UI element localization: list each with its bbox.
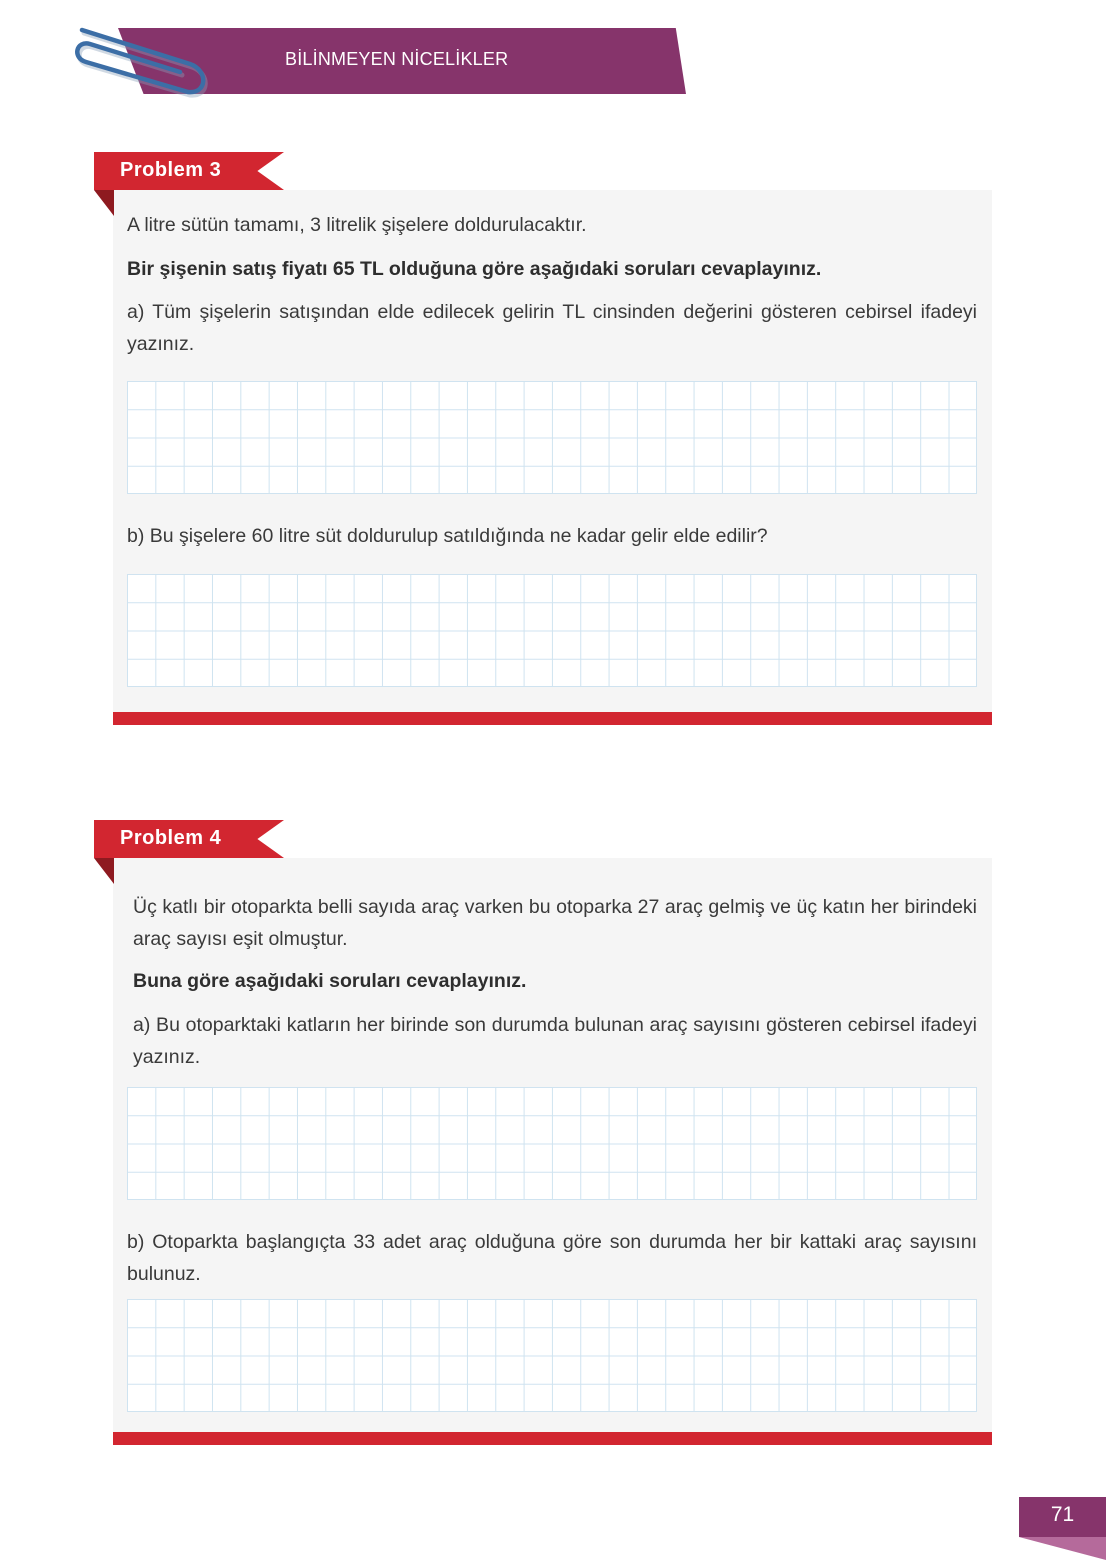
paperclip-icon <box>62 16 212 100</box>
problem-4-question-b: b) Otoparkta başlangıçta 33 adet araç olduğuna göre son durumda her bir kattaki araç sayısını bulunuz. <box>127 1231 977 1285</box>
problem-3-question-a: a) Tüm şişelerin satışından elde edilecek gelirin TL cinsinden değerini gösteren cebirsel ifadeyi yazınız. <box>127 301 977 355</box>
problem-3-question-b: b) Bu şişelere 60 litre süt doldurulup satıldığında ne kadar gelir elde edilir? <box>127 525 768 547</box>
problem-3-bottom-bar <box>113 712 992 725</box>
page-number-fold <box>1019 1537 1106 1560</box>
problem-4-intro: Üç katlı bir otoparkta belli sayıda araç varken bu otoparka 27 araç gelmiş ve üç katın her birindeki araç sayısı eşit olmuştur. <box>133 896 977 950</box>
problem-4-answer-grid-a[interactable] <box>127 1087 977 1200</box>
problem-4-tag-fold <box>94 858 114 884</box>
problem-4-bottom-bar <box>113 1432 992 1445</box>
problem-3-intro: A litre sütün tamamı, 3 litrelik şişelere doldurulacaktır. <box>127 214 587 236</box>
problem-3-instruction: Bir şişenin satış fiyatı 65 TL olduğuna göre aşağıdaki soruları cevaplayınız. <box>127 258 822 280</box>
problem-4-instruction: Buna göre aşağıdaki soruları cevaplayınız. <box>133 970 527 992</box>
page-number: 71 <box>1050 1503 1075 1526</box>
problem-3-label: Problem 3 <box>120 159 222 181</box>
header-title: BİLİNMEYEN NİCELİKLER <box>285 49 509 69</box>
problem-4-answer-grid-b[interactable] <box>127 1299 977 1412</box>
problem-4-label: Problem 4 <box>120 827 222 849</box>
problem-3-answer-grid-a[interactable] <box>127 381 977 494</box>
problem-3-tag-fold <box>94 190 114 216</box>
problem-3-answer-grid-b[interactable] <box>127 574 977 687</box>
problem-4-question-a: a) Bu otoparktaki katların her birinde son durumda bulunan araç sayısını gösteren cebirsel ifadeyi yazınız. <box>133 1014 977 1068</box>
